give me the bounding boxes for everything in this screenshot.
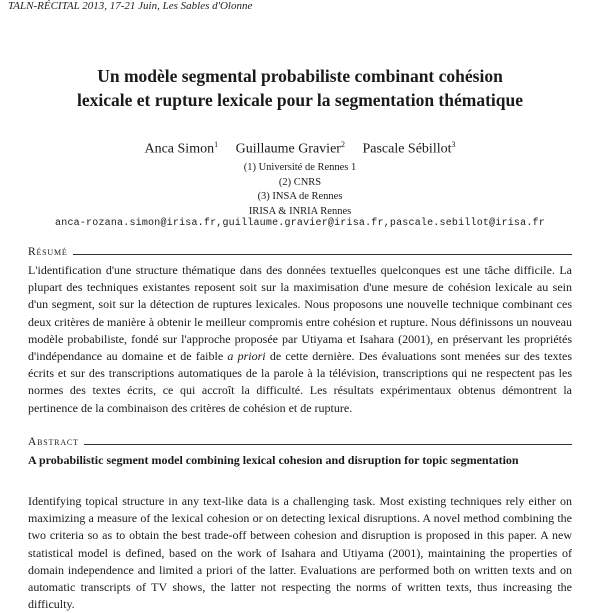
resume-heading bbox=[28, 246, 572, 258]
author-affil-marker: 3 bbox=[451, 140, 456, 149]
author-emails: anca-rozana.simon@irisa.fr,guillaume.gravier@irisa.fr,pascale.sebillot@irisa.fr bbox=[55, 218, 545, 229]
paper-title bbox=[0, 64, 600, 112]
heading-rule bbox=[73, 254, 572, 255]
author-affil-marker: 1 bbox=[214, 140, 219, 149]
heading-rule bbox=[84, 444, 572, 445]
resume-text bbox=[28, 262, 572, 417]
author-list bbox=[0, 140, 600, 158]
affiliation: (3) INSA de Rennes bbox=[257, 191, 343, 202]
abstract-title: A probabilistic segment model combining lexical cohesion and disruption for topic segmentation bbox=[28, 453, 519, 467]
affiliation: (1) Université de Rennes 1 bbox=[243, 162, 357, 173]
abstract-heading bbox=[28, 436, 572, 448]
resume-text-part-1: L'identification d'une structure thématique dans des données textuelles quelconques est une tâche difficile. La plupart des techniques existantes reposent soit sur la maximisation d'une mesure de cohésion lexicale au sein d'un segment, soit sur la détection de ruptures lexicales. Nous proposons une nouvelle technique combinant ces deux critères de manière à obtenir le meilleur compromis entre cohésion et rupture. Nous définissons un nouveau modèle probabiliste, fondé sur l'approche proposée par Utiyama et Isahara (2001), en préservant les propriétés d'indépendance au domaine et de faible bbox=[28, 263, 572, 364]
author-name: Anca Simon bbox=[144, 141, 215, 157]
author-name: Pascale Sébillot bbox=[362, 141, 452, 157]
author bbox=[144, 140, 218, 158]
conference-header: TALN-RÉCITAL 2013, 17-21 Juin, Les Sables d'Olonne bbox=[8, 0, 253, 12]
author-name: Guillaume Gravier bbox=[235, 141, 341, 157]
title-line-1: Un modèle segmental probabiliste combinant cohésion bbox=[97, 66, 503, 86]
resume-italic-term: a priori bbox=[227, 349, 266, 364]
resume-heading-label: Résumé bbox=[28, 246, 68, 258]
resume-text-part-2: de cette dernière. Des évaluations sont menées sur des textes écrits et sur des transcriptions automatiques de la parole à la télévision, transcriptions qui ne respectent pas les normes des textes écrits, ce qui accroît la difficulté. Les résultats expérimentaux obtenus démontrent la pertinence de la combinaison des critères de cohésion et de rupture. bbox=[28, 349, 572, 415]
author bbox=[362, 140, 455, 158]
affiliation-list bbox=[0, 161, 600, 219]
title-line-2: lexicale et rupture lexicale pour la segmentation thématique bbox=[76, 90, 524, 110]
abstract-heading-label: Abstract bbox=[28, 436, 79, 448]
affiliation: (2) CNRS bbox=[278, 176, 322, 188]
abstract-text: Identifying topical structure in any text-like data is a challenging task. Most existing techniques rely either on maximizing a measure of the lexical cohesion or on detecting lexical disruptions. A novel method combining the two criteria so as to obtain the best trade-off between cohesion and disruption is proposed in this paper. A new statistical model is defined, based on the work of Isahara and Utiyama (2001), maintaining the properties of domain independence and limited a priori of the latter. Evaluations are performed both on written texts and on automatic transcripts of TV shows, the latter not respecting the norms of written texts, thus increasing the difficulty. bbox=[28, 494, 572, 612]
author bbox=[236, 140, 345, 158]
author-affil-marker: 2 bbox=[340, 140, 345, 149]
affiliation: IRISA & INRIA Rennes bbox=[248, 205, 352, 217]
